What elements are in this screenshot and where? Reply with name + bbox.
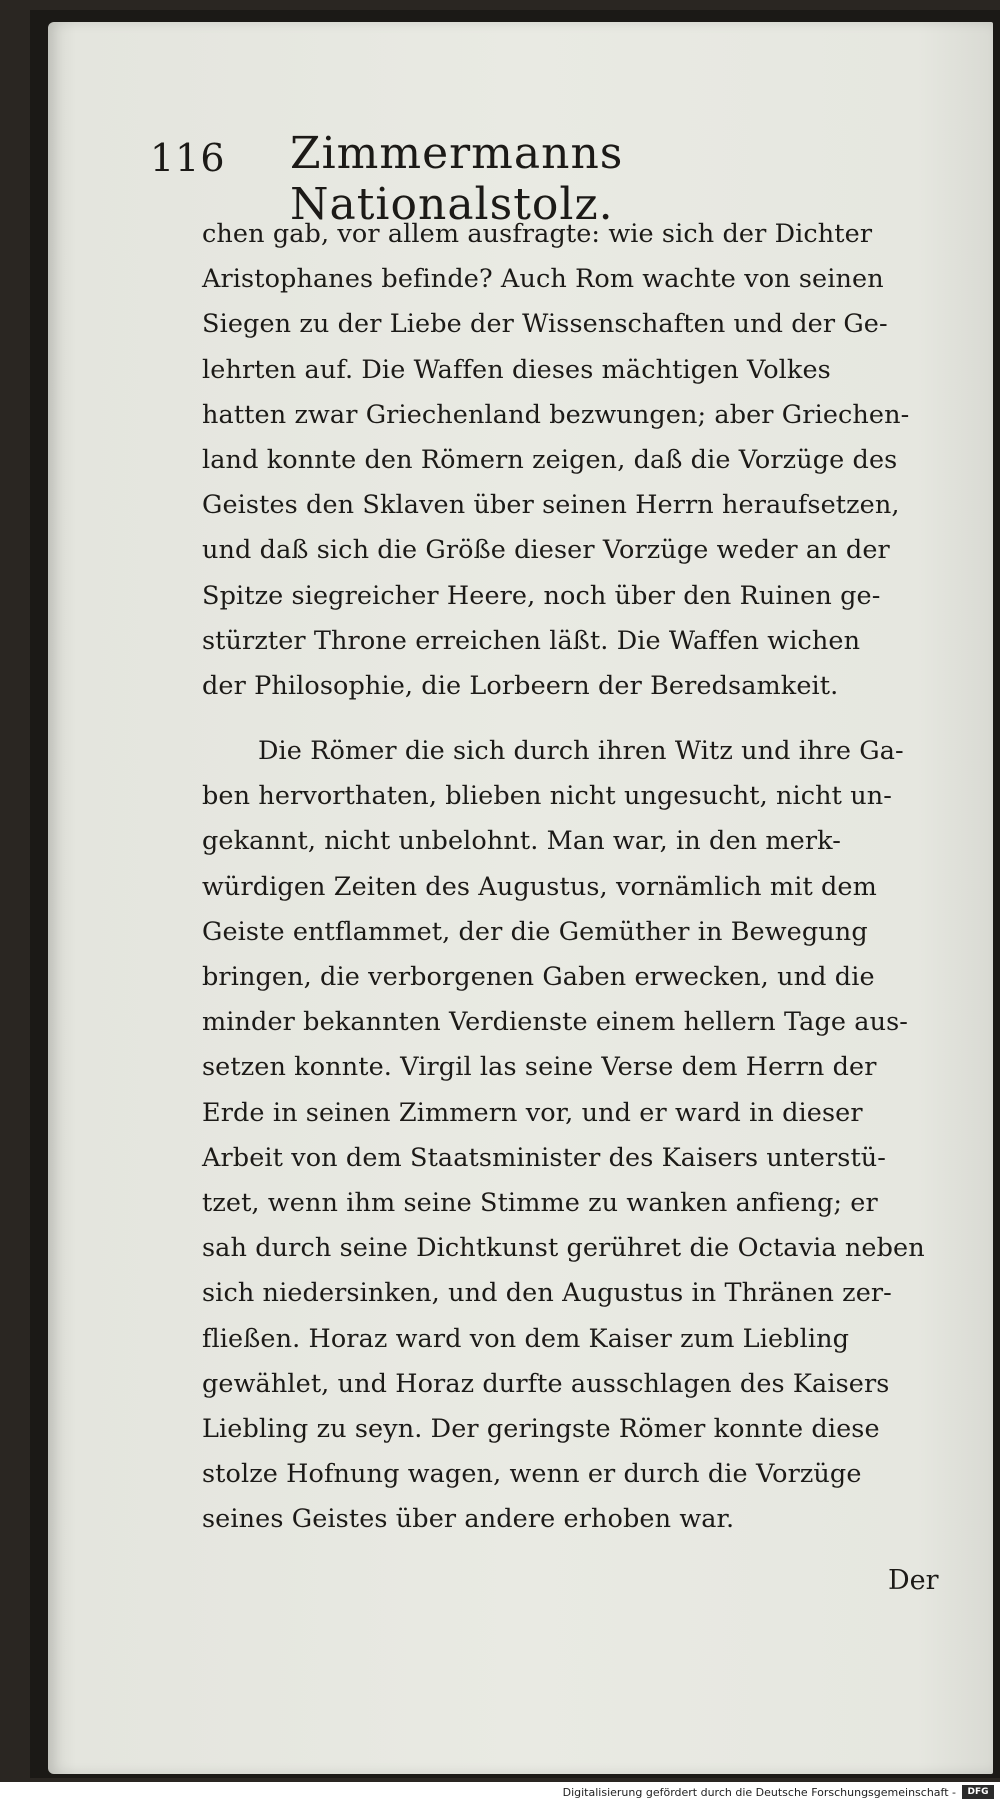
- text-line: seines Geistes über andere erhoben war.: [202, 1504, 735, 1535]
- digitization-footer: [0, 1782, 1000, 1803]
- text-line: stolze Hofnung wagen, wenn er durch die Vorzüge: [202, 1459, 862, 1490]
- text-line: gekannt, nicht unbelohnt. Man war, in den merk-: [202, 826, 841, 857]
- text-line: chen gab, vor allem ausfragte: wie sich der Dichter: [202, 219, 873, 249]
- paragraph-2: [202, 729, 940, 1542]
- text-line: Geistes den Sklaven über seinen Herrn heraufsetzen,: [202, 490, 900, 521]
- text-line: Arbeit von dem Staatsminister des Kaisers unterstü-: [202, 1142, 887, 1173]
- page-number: 116: [150, 136, 226, 180]
- text-line: Geiste entflammet, der die Gemüther in Bewegung: [202, 916, 868, 947]
- text-line: Erde in seinen Zimmern vor, und er ward in dieser: [202, 1097, 863, 1128]
- body-text: [202, 212, 940, 1542]
- dfg-logo: DFG: [962, 1785, 994, 1799]
- text-line: würdigen Zeiten des Augustus, vornämlich mit dem: [202, 871, 877, 902]
- text-line: fließen. Horaz ward von dem Kaiser zum Liebling: [202, 1323, 850, 1354]
- text-line: tzet, wenn ihm seine Stimme zu wanken anfieng; er: [202, 1187, 878, 1218]
- text-line: der Philosophie, die Lorbeern der Beredsamkeit.: [202, 670, 839, 701]
- text-line: lehrten auf. Die Waffen dieses mächtigen Volkes: [202, 354, 831, 385]
- text-line: Die Römer die sich durch ihren Witz und ihre Ga-: [258, 736, 904, 767]
- text-line: Aristophanes befinde? Auch Rom wachte von seinen: [202, 264, 884, 295]
- text-line: land konnte den Römern zeigen, daß die Vorzüge des: [202, 444, 898, 475]
- text-line: sich niedersinken, und den Augustus in Thränen zer-: [202, 1278, 892, 1309]
- text-line: setzen konnte. Virgil las seine Verse dem Herrn der: [202, 1052, 877, 1083]
- paragraph-1: [202, 212, 940, 709]
- paragraph-gap: [202, 709, 940, 729]
- text-line: bringen, die verborgenen Gaben erwecken, und die: [202, 962, 875, 992]
- catchword: Der: [888, 1565, 939, 1596]
- text-line: ben hervorthaten, blieben nicht ungesucht, nicht un-: [202, 781, 892, 812]
- running-title: Zimmermanns Nationalstolz.: [290, 128, 624, 230]
- text-line: sah durch seine Dichtkunst gerühret die Octavia neben: [202, 1233, 925, 1264]
- text-line: Spitze siegreicher Heere, noch über den Ruinen ge-: [202, 580, 881, 611]
- text-line: hatten zwar Griechenland bezwungen; aber Griechen-: [202, 399, 910, 430]
- text-line: und daß sich die Größe dieser Vorzüge weder an der: [202, 535, 890, 566]
- page-header: [150, 128, 930, 230]
- funding-note: Digitalisierung gefördert durch die Deutsche Forschungsgemeinschaft -: [562, 1786, 956, 1799]
- text-line: Liebling zu seyn. Der geringste Römer konnte diese: [202, 1413, 880, 1444]
- text-line: stürzter Throne erreichen läßt. Die Waffen wichen: [202, 625, 861, 656]
- text-line: minder bekannten Verdienste einem hellern Tage aus-: [202, 1007, 908, 1038]
- text-line: gewählet, und Horaz durfte ausschlagen des Kaisers: [202, 1368, 890, 1399]
- text-line: Siegen zu der Liebe der Wissenschaften und der Ge-: [202, 309, 888, 340]
